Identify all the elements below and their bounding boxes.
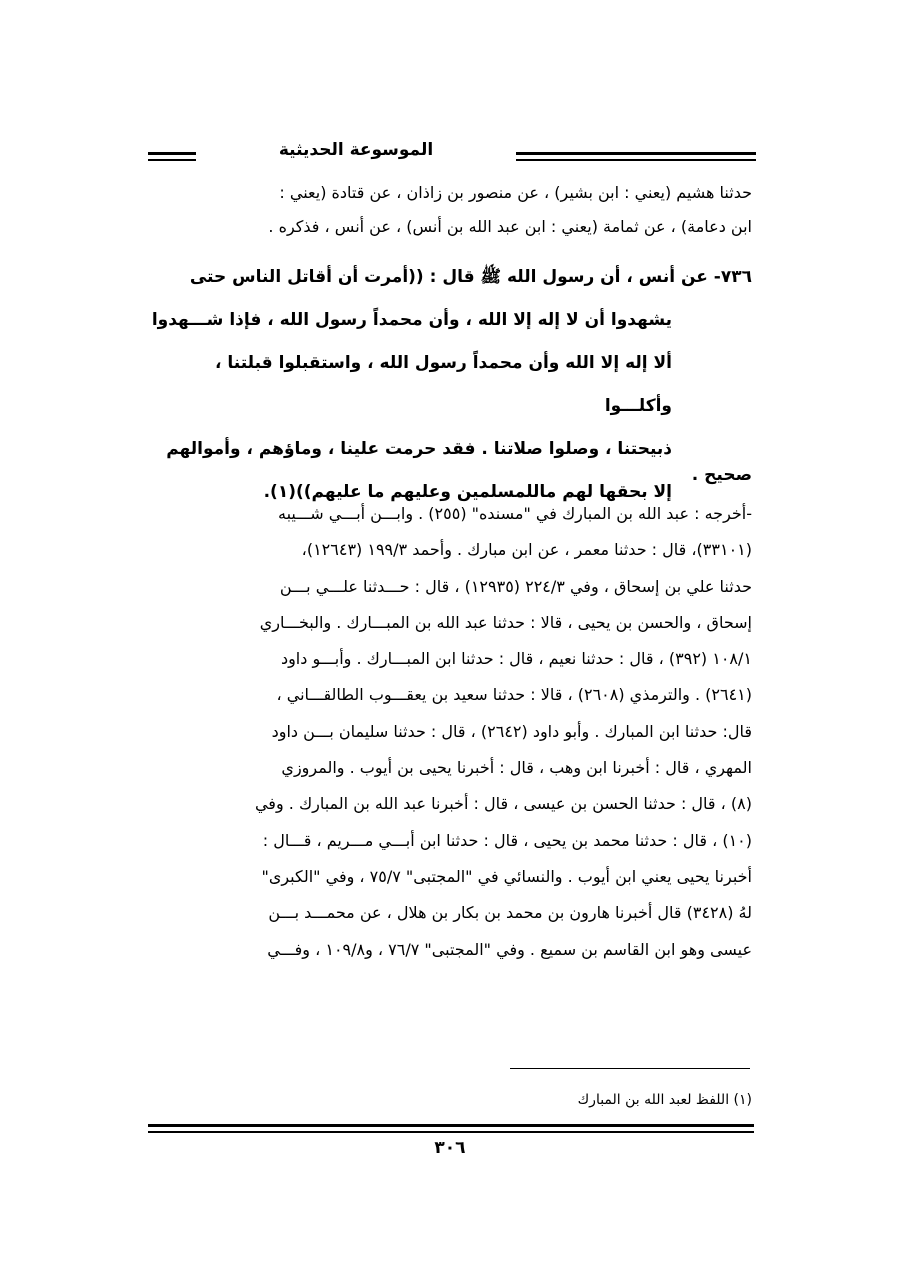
takhrij-line: لهُ (٣٤٢٨) قال أخبرنا هارون بن محمد بن بكار بن هلال ، عن محمـــد بـــن: [268, 903, 752, 923]
intro-paragraph: [146, 176, 752, 244]
hadith-line: إلا بحقها لهم ماللمسلمين وعليهم ما عليهم))(١).: [263, 482, 672, 502]
takhrij-line: حدثنا علي بن إسحاق ، وفي ٢٢٤/٣ (١٢٩٣٥) ، قال : حـــدثنا علـــي بـــن: [279, 576, 752, 596]
takhrij-line: (٨) ، قال : حدثنا الحسن بن عيسى ، قال : أخبرنا عبد الله بن المبارك . وفي: [254, 794, 752, 814]
takhrij-line: ١٠٨/١ (٣٩٢) ، قال : حدثنا نعيم ، قال : حدثنا ابن المبـــارك . وأبـــو داود: [280, 649, 752, 669]
hadith-line: ألا إله إلا الله وأن محمداً رسول الله ، واستقبلوا قبلتنا ، وأكلـــوا: [215, 353, 672, 416]
intro-line: ابن دعامة) ، عن ثمامة (يعني : ابن عبد الله بن أنس) ، عن أنس ، فذكره .: [268, 217, 752, 236]
page-number: ٣٠٦: [434, 1138, 466, 1158]
takhrij-line: أخبرنا يحيى يعني ابن أيوب . والنسائي في "المجتبى" ٧٥/٧ ، وفي "الكبرى": [261, 866, 752, 886]
takhrij-line: -أخرجه : عبد الله بن المبارك في "مسنده" (٢٥٥) . وابـــن أبـــي شـــيبه: [278, 504, 752, 523]
hadith-line: ٧٣٦- عن أنس ، أن رسول الله ﷺ قال : ((أمرت أن أقاتل الناس حتى: [189, 267, 752, 287]
intro-line: حدثنا هشيم (يعني : ابن بشير) ، عن منصور بن زاذان ، عن قتادة (يعني :: [279, 183, 752, 202]
footnote: (١) اللفظ لعبد الله بن المبارك: [577, 1092, 752, 1108]
hadith-line: ذبيحتنا ، وصلوا صلاتنا . فقد حرمت علينا ، وماؤهم ، وأموالهم: [166, 439, 672, 459]
footnote-separator: [510, 1068, 750, 1069]
takhrij-line: (٣٣١٠١)، قال : حدثنا معمر ، عن ابن مبارك . وأحمد ١٩٩/٣ (١٢٦٤٣)،: [301, 540, 752, 560]
running-header: [148, 138, 756, 172]
takhrij-line: عيسى وهو ابن القاسم بن سميع . وفي "المجتبى" ٧٦/٧ ، و١٠٩/٨ ، وفـــي: [267, 939, 752, 959]
hadith-grade: صحيح .: [691, 465, 752, 485]
takhrij-line: المهري ، قال : أخبرنا ابن وهب ، قال : أخبرنا يحيى بن أيوب . والمروزي: [281, 758, 752, 778]
footer-rule: [148, 1124, 754, 1133]
header-rule-left: [148, 152, 196, 161]
takhrij-paragraph: [146, 496, 752, 968]
takhrij-line: (١٠) ، قال : حدثنا محمد بن يحيى ، قال : حدثنا ابن أبـــي مـــريم ، قـــال :: [262, 830, 752, 850]
takhrij-line: إسحاق ، والحسن بن يحيى ، قالا : حدثنا عبد الله بن المبـــارك . والبخـــاري: [259, 612, 752, 632]
header-title: الموسوعة الحديثية: [278, 140, 434, 160]
header-rule-right: [516, 152, 756, 161]
takhrij-line: قال: حدثنا ابن المبارك . وأبو داود (٢٦٤٢) ، قال : حدثنا سليمان بـــن داود: [271, 721, 752, 741]
takhrij-line: (٢٦٤١) . والترمذي (٢٦٠٨) ، قالا : حدثنا سعيد بن يعقـــوب الطالقـــاني ،: [276, 685, 752, 705]
hadith-line: يشهدوا أن لا إله إلا الله ، وأن محمداً رسول الله ، فإذا شـــهدوا: [151, 310, 672, 330]
